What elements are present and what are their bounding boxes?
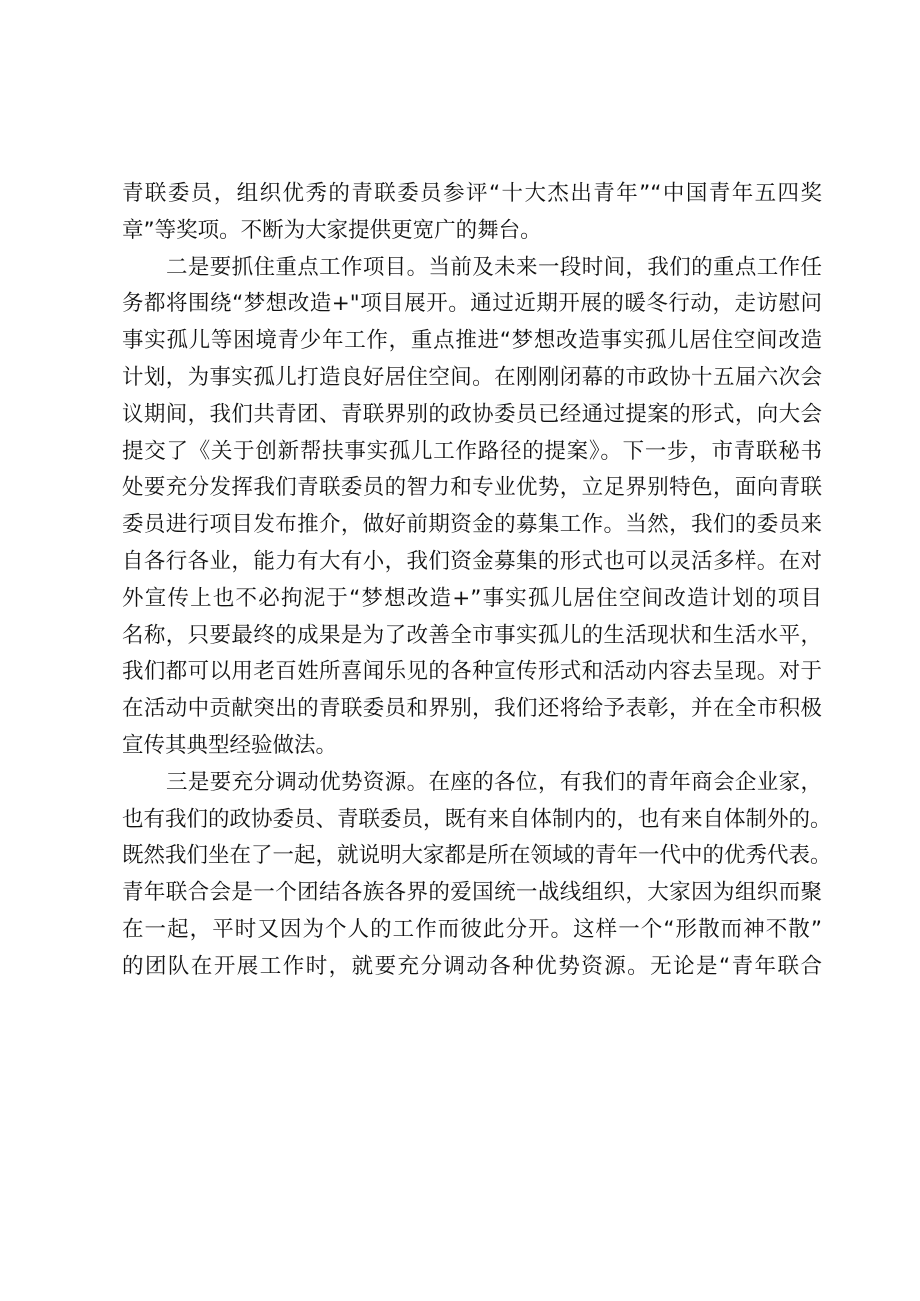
- text-line: 我们都可以用老百姓所喜闻乐见的各种宣传形式和活动内容去呈现。对于: [122, 659, 822, 685]
- text-line: 章”等奖项。不断为大家提供更宽广的舞台。: [122, 217, 542, 243]
- text-line: 三是要充分调动优势资源。在座的各位，有我们的青年商会企业家，: [166, 769, 822, 795]
- text-line: 二是要抓住重点工作项目。当前及未来一段时间，我们的重点工作任: [166, 254, 822, 280]
- text-line: 处要充分发挥我们青联委员的智力和专业优势，立足界别特色，面向青联: [122, 475, 822, 501]
- text-line: 在活动中贡献突出的青联委员和界别，我们还将给予表彰，并在全市积极: [122, 696, 822, 722]
- text-line: 议期间，我们共青团、青联界别的政协委员已经通过提案的形式，向大会: [122, 401, 822, 427]
- text-line: 提交了《关于创新帮扶事实孤儿工作路径的提案》。下一步，市青联秘书: [122, 438, 822, 464]
- text-line: 外宣传上也不必拘泥于“梦想改造+”事实孤儿居住空间改造计划的项目: [122, 585, 822, 611]
- text-line: 既然我们坐在了一起，就说明大家都是所在领域的青年一代中的优秀代表。: [122, 843, 832, 869]
- text-line: 宣传其典型经验做法。: [122, 732, 338, 758]
- text-line: 务都将围绕“梦想改造+"项目展开。通过近期开展的暖冬行动，走访慰问: [122, 291, 822, 317]
- document-body: [122, 176, 832, 986]
- text-line: 在一起，平时又因为个人的工作而彼此分开。这样一个“形散而神不散”: [122, 916, 822, 942]
- text-line: 也有我们的政协委员、青联委员，既有来自体制内的，也有来自体制外的。: [122, 806, 832, 832]
- text-line: 委员进行项目发布推介，做好前期资金的募集工作。当然，我们的委员来: [122, 512, 822, 538]
- text-line: 名称，只要最终的成果是为了改善全市事实孤儿的生活现状和生活水平，: [122, 622, 822, 648]
- text-line: 自各行各业，能力有大有小，我们资金募集的形式也可以灵活多样。在对: [122, 548, 822, 574]
- text-line: 的团队在开展工作时，就要充分调动各种优势资源。无论是“青年联合: [122, 953, 822, 979]
- text-line: 青年联合会是一个团结各族各界的爱国统一战线组织，大家因为组织而聚: [122, 880, 822, 906]
- paragraph-3: [122, 765, 832, 986]
- text-line: 青联委员，组织优秀的青联委员参评“十大杰出青年”“中国青年五四奖: [122, 181, 822, 206]
- paragraph-1: [122, 176, 822, 250]
- paragraph-2: [122, 250, 822, 765]
- text-line: 事实孤儿等困境青少年工作，重点推进“梦想改造事实孤儿居住空间改造: [122, 328, 822, 354]
- text-line: 计划，为事实孤儿打造良好居住空间。在刚刚闭幕的市政协十五届六次会: [122, 364, 822, 390]
